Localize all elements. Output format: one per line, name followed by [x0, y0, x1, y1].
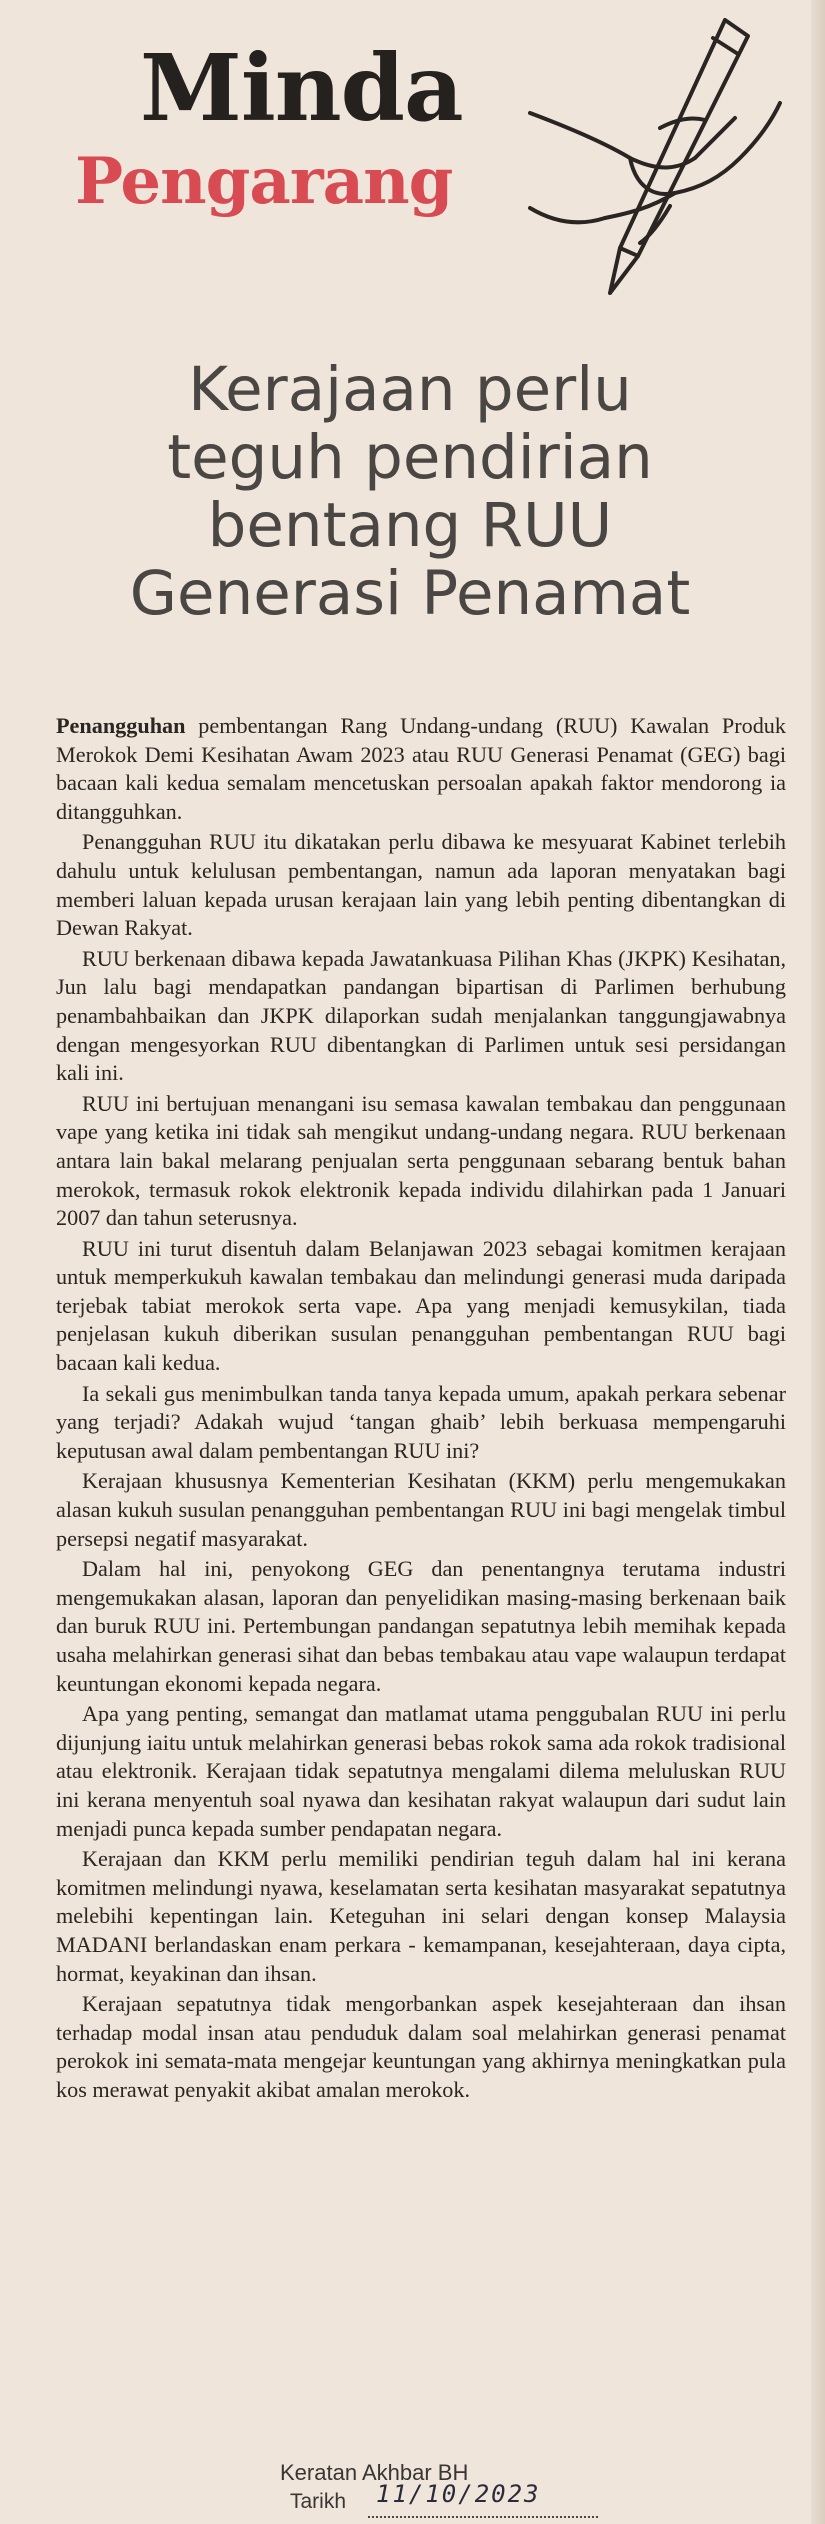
- masthead: [0, 0, 825, 300]
- article-paragraph: Apa yang penting, semangat dan matlamat utama penggubalan RUU ini perlu dijunjung iaitu untuk melahirkan generasi bebas rokok sama ada rokok tradisional atau elektronik. Kerajaan tidak sepatutnya mengalami dilema meluluskan RUU ini kerana menyentuh soal nyawa dan kesihatan rakyat walaupun dari sudut lain menjadi punca kepada sumber pendapatan negara.: [56, 1701, 786, 1841]
- paragraph-text: pembentangan Rang Undang-undang (RUU) Kawalan Produk Merokok Demi Kesihatan Awam 2023 atau RUU Generasi Penamat (GEG) bagi bacaan kali kedua semalam mencetuskan persoalan apakah faktor mendorong ia ditangguhkan.: [56, 713, 786, 824]
- article-paragraph: RUU ini turut disentuh dalam Belanjawan 2023 sebagai komitmen kerajaan untuk memperkukuh kawalan tembakau dan melindungi generasi muda daripada terjebak tabiat merokok serta vape. Apa yang menjadi kemusykilan, tiada penjelasan kukuh diberikan susulan penangguhan pembentangan RUU bagi bacaan kali kedua.: [56, 1235, 786, 1376]
- article-paragraph: Kerajaan dan KKM perlu memiliki pendirian teguh dalam hal ini kerana komitmen melindungi nyawa, keselamatan serta kesihatan masyarakat sepatutnya melebihi kepentingan lain. Keteguhan ini selari dengan konsep Malaysia MADANI berlandaskan enam perkara - kemampanan, kesejahteraan, daya cipta, hormat, keyakinan dan ihsan.: [56, 1846, 786, 1986]
- headline-line: teguh pendirian: [167, 421, 653, 493]
- headline-line: Kerajaan perlu: [188, 353, 632, 425]
- headline-line: bentang RUU: [207, 489, 613, 561]
- article-paragraph: Kerajaan sepatutnya tidak mengorbankan aspek kesejahteraan dan ihsan terhadap modal insan atau penduduk dalam soal melahirkan generasi penamat perokok ini semata-mata mengejar keuntungan yang akhirnya meningkatkan pula kos merawat penyakit akibat amalan merokok.: [56, 1991, 786, 2102]
- column-title-pengarang: Pengarang: [75, 144, 453, 219]
- headline: [40, 353, 780, 629]
- article-paragraph: RUU berkenaan dibawa kepada Jawatankuasa Pilihan Khas (JKPK) Kesihatan, Jun lalu bagi mendapatkan pandangan bipartisan di Parlimen berhubung penambahbaikan dan JKPK dilaporkan sudah menjalankan tanggungjawabnya dengan mengesyorkan RUU dibentangkan di Parlimen untuk sesi persidangan kali ini.: [56, 945, 786, 1086]
- clipping-source: Keratan Akhbar BH: [280, 2460, 469, 2485]
- article-paragraph: Kerajaan khususnya Kementerian Kesihatan (KKM) perlu mengemukakan alasan kukuh susulan penangguhan pembentangan RUU ini bagi mengelak timbul persepsi negatif masyarakat.: [56, 1468, 786, 1551]
- article-paragraph: Penangguhan RUU itu dikatakan perlu dibawa ke mesyuarat Kabinet terlebih dahulu untuk kelulusan pembentangan, namun ada laporan menyatakan bagi memberi laluan kepada urusan kerajaan lain yang lebih penting dibentangkan di Dewan Rakyat.: [56, 829, 786, 941]
- hand-writing-pen-icon: [510, 8, 790, 308]
- article-paragraph: Ia sekali gus menimbulkan tanda tanya kepada umum, apakah perkara sebenar yang terjadi? Adakah wujud ‘tangan ghaib’ lebih berkuasa mempengaruhi keputusan awal dalam pembentangan RUU ini?: [56, 1380, 786, 1463]
- column-title-minda: Minda: [140, 34, 463, 142]
- article-paragraph: Dalam hal ini, penyokong GEG dan penentangnya terutama industri mengemukakan alasan, laporan dan penyelidikan masing-masing berkenaan baik dan buruk RUU ini. Pertembungan pandangan sepatutnya lebih memihak kepada usaha melahirkan generasi sihat dan bebas tembakau atau vape walaupun terdapat keuntungan ekonomi kepada negara.: [56, 1556, 786, 1696]
- article-paragraph: RUU ini bertujuan menangani isu semasa kawalan tembakau dan penggunaan vape yang ketika ini tidak sah mengikut undang-undang negara. RUU berkenaan antara lain bakal melarang penjualan serta penggunaan sebarang bentuk bahan merokok, termasuk rokok elektronik kepada individu dilahirkan pada 1 Januari 2007 dan tahun seterusnya.: [56, 1090, 786, 1231]
- clipping-date-label: Tarikh: [290, 2490, 347, 2513]
- clipping-stamp: [280, 2460, 640, 2520]
- article-body: [56, 712, 786, 2107]
- headline-line: Generasi Penamat: [129, 557, 691, 629]
- lead-word: Penangguhan: [56, 713, 186, 738]
- article-paragraph: [56, 712, 786, 826]
- clipping-date-handwritten: 11/10/2023: [376, 2480, 541, 2508]
- paper-edge: [811, 0, 825, 2524]
